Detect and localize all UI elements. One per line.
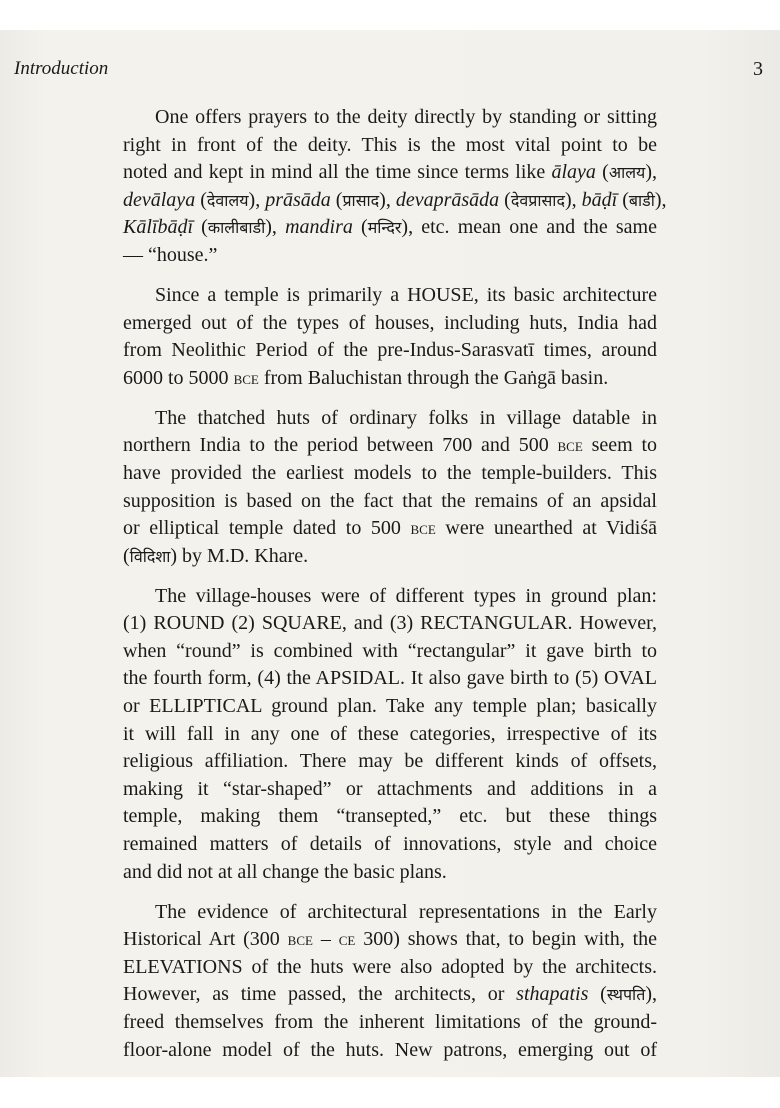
italic-term: devaprāsāda (395, 188, 500, 211)
text-line (123, 859, 657, 887)
text-segment: noted and kept in mind all the time since terms like (123, 161, 552, 184)
text-segment: bce (557, 435, 583, 457)
italic-term: ālaya (551, 161, 596, 184)
devanagari-term: बाडी (628, 190, 655, 210)
text-segment: or ELLIPTICAL ground plan. Take any temple plan; basically (123, 695, 657, 718)
text-line (123, 583, 657, 611)
text-line (123, 187, 667, 215)
text-segment: (1) ROUND (2) SQUARE, and (3) RECTANGULAR. However, (123, 612, 657, 635)
text-line (123, 665, 657, 693)
text-segment: ), (265, 216, 286, 239)
italic-term: Kālībāḍī (123, 216, 194, 239)
text-line (123, 132, 657, 160)
text-segment: ( (595, 161, 609, 184)
text-line (123, 638, 657, 666)
text-segment: The thatched huts of ordinary folks in village datable in (155, 406, 657, 429)
text-segment: right in front of the deity. This is the most vital point to be (123, 133, 657, 156)
text-line (123, 310, 657, 338)
devanagari-term: कालीबाडी (207, 218, 266, 238)
devanagari-term: मन्दिर (367, 218, 402, 238)
text-segment: The village-houses were of different types in ground plan: (155, 584, 657, 607)
text-line (123, 981, 657, 1009)
text-segment: ), etc. mean one and the same (401, 216, 657, 239)
text-line (123, 926, 657, 954)
text-line (123, 242, 657, 270)
text-segment: seem to (582, 434, 657, 457)
text-line (123, 721, 657, 749)
italic-term: sthapatis (516, 983, 589, 1006)
text-segment: ), (645, 983, 657, 1006)
devanagari-term: आलय (608, 163, 646, 183)
text-segment: bce (233, 367, 259, 389)
text-segment: — “house.” (123, 243, 218, 266)
text-segment: northern India to the period between 700 and 500 (123, 434, 558, 457)
devanagari-term: देवप्रासाद (510, 190, 565, 210)
text-segment: or elliptical temple dated to 500 (123, 517, 411, 540)
text-segment: Since a temple is primarily a HOUSE, its basic architecture (155, 283, 657, 306)
page-number: 3 (753, 58, 763, 80)
paragraph (123, 899, 657, 1065)
text-segment: 6000 to 5000 (123, 366, 234, 389)
text-line (123, 776, 657, 804)
text-segment: from Neolithic Period of the pre-Indus-Sarasvatī times, around (123, 339, 657, 362)
devanagari-term: देवालय (206, 190, 249, 210)
text-line (123, 610, 657, 638)
text-segment: ), (654, 188, 667, 211)
text-segment: ), (379, 188, 396, 211)
paragraph (123, 104, 667, 270)
text-line (123, 693, 657, 721)
text-line (123, 432, 657, 460)
text-segment: were unearthed at Vidiśā (435, 517, 657, 540)
text-segment: ( (499, 188, 511, 211)
text-segment: 300) shows that, to begin with, the (355, 928, 658, 951)
text-segment: ( (330, 188, 343, 211)
text-segment: when “round” is combined with “rectangular” it gave birth to (123, 639, 657, 662)
text-segment: remained matters of details of innovations, style and choice (123, 833, 657, 856)
text-line (123, 543, 657, 571)
text-segment: emerged out of the types of houses, including huts, India had (123, 311, 657, 334)
text-segment: temple, making them “transepted,” etc. but these things (123, 805, 657, 828)
paragraph (123, 583, 657, 887)
paragraph (123, 405, 657, 571)
italic-term: mandira (285, 216, 353, 239)
text-line (123, 214, 657, 242)
text-segment: The evidence of architectural representations in the Early (155, 900, 657, 923)
text-line (123, 1009, 657, 1037)
devanagari-term: प्रासाद (342, 190, 380, 210)
book-page (0, 30, 780, 1077)
text-segment: – (312, 928, 339, 951)
text-segment: ), (645, 161, 657, 184)
text-segment: ), (564, 188, 582, 211)
text-segment: bce (410, 518, 436, 540)
text-line (123, 405, 657, 433)
text-line (123, 803, 657, 831)
text-segment: religious affiliation. There may be different kinds of offsets, (123, 750, 657, 773)
devanagari-term: स्थपति (606, 985, 646, 1005)
text-line (123, 159, 657, 187)
text-line (123, 337, 657, 365)
running-head: Introduction (14, 58, 109, 79)
text-line (123, 104, 657, 132)
text-line (123, 515, 657, 543)
italic-term: bāḍī (581, 188, 618, 211)
text-segment: have provided the earliest models to the temple-builders. This (123, 461, 657, 484)
text-segment: ( (195, 188, 207, 211)
text-segment: from Baluchistan through the Gaṅgā basin. (258, 366, 609, 389)
text-segment: and did not at all change the basic plans. (123, 860, 447, 883)
text-segment: floor-alone model of the huts. New patrons, emerging out of (123, 1038, 657, 1061)
text-line (123, 365, 657, 393)
text-line (123, 831, 657, 859)
text-segment: ( (193, 216, 208, 239)
text-segment: One offers prayers to the deity directly by standing or sitting (155, 106, 657, 128)
text-segment: ( (617, 188, 629, 211)
text-segment: ce (338, 929, 356, 951)
text-segment: ELEVATIONS of the huts were also adopted by the architects. (123, 955, 657, 978)
text-line (123, 488, 657, 516)
paragraph (123, 282, 657, 392)
italic-term: prāsāda (265, 188, 331, 211)
text-line (123, 1037, 657, 1065)
text-segment: it will fall in any one of these categories, irrespective of its (123, 722, 657, 745)
text-line (123, 748, 657, 776)
text-segment: the fourth form, (4) the APSIDAL. It also gave birth to (5) OVAL (123, 667, 657, 690)
text-segment: ) by M.D. Khare. (170, 544, 309, 567)
text-segment: freed themselves from the inherent limitations of the ground- (123, 1010, 657, 1033)
body-text (123, 104, 667, 1077)
devanagari-term: विदिशा (129, 546, 171, 566)
text-segment: ( (123, 544, 130, 567)
text-line (123, 282, 657, 310)
text-segment: However, as time passed, the architects, or (123, 983, 517, 1006)
text-line (123, 954, 657, 982)
text-segment: bce (287, 929, 313, 951)
text-line (123, 460, 657, 488)
text-segment: supposition is based on the fact that the remains of an apsidal (123, 489, 657, 512)
text-line (123, 899, 657, 927)
italic-term: devālaya (123, 188, 196, 211)
text-segment: ( (352, 216, 368, 239)
text-segment: ), (248, 188, 266, 211)
text-segment: ( (588, 983, 607, 1006)
text-segment: making it “star-shaped” or attachments and additions in a (123, 777, 657, 800)
text-segment: Historical Art (300 (123, 928, 288, 951)
